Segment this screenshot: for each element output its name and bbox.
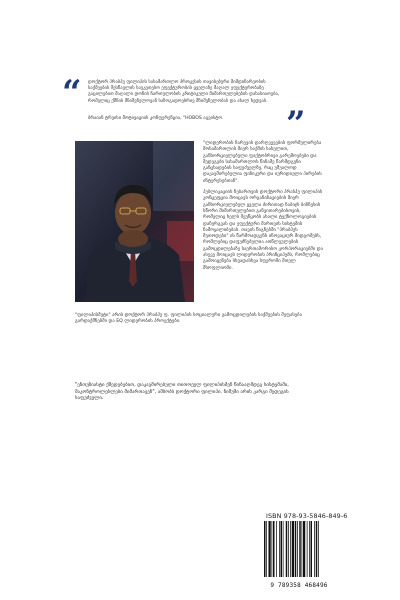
barcode-bar [269, 521, 271, 577]
barcode-bar [303, 521, 305, 577]
biography-column [203, 141, 323, 277]
barcode-bar [272, 521, 273, 577]
barcode-bar [279, 521, 280, 577]
barcode-bar [281, 521, 283, 577]
endorsement-quote: დოქტორ პრაბჰუ ფილიპის სასამართლო პროცესის თავისებური მიმდინარეობის საქმეების შესწავლის საუკეთესო ეფექტურობის ყველაზე მაღალ ეფექტურობაზე გაცილებით მაღალი დონის ჩართულობის კრიტიკული მიმართულებების დახასიათება, რომელიც ქმნის მნიშვნელოვან საზოგადოებრივ მნიშვნელობას და ახალ ხედვას. [88, 80, 280, 104]
open-quote-mark-icon: “ [62, 73, 82, 113]
barcode-bar [299, 521, 301, 577]
barcode-bar [273, 521, 275, 577]
barcode-bar [309, 521, 310, 577]
barcode-bar [302, 521, 303, 577]
barcode-bar [290, 521, 291, 577]
close-quote-mark-icon: ” [286, 104, 306, 144]
biography-paragraph-2: პუბლიკაციის ნებართვის დოქტორი პრაბჰუ ფილიპის კონცეფცია მოიცავს ორგანიზაციების მიერ განხორციელებულ ყველა ძირითად ნაბიჯს ბიზნესის სწორი მიმართულებით განვითარებისთვის, რომელიც ხელს შეუწყობს ახალი ტექნოლოგიების დანერგვას და ეფექტური მართვის სისტემის ჩამოყალიბებას. თავის წიგნებში "პრაბჰუს მეთოდები" ის წარმოადგენს ინოვაციურ მიდგომებს, რომლებიც დაფუძნებულია ათწლეულების გამოცდილებაზე საერთაშორისო კორპორაციებში და ასევე მოიცავს ლიდერობის პრინციპებს, რომლებიც გამოიყენება სხვადასხვა სფეროში მთელ მსოფლიოში. [203, 190, 323, 271]
barcode-digits: 9 789358 468496 [270, 582, 328, 589]
barcode-bar [314, 521, 315, 577]
barcode-bar [283, 521, 284, 577]
barcode-bar [307, 521, 308, 577]
barcode-bar [292, 521, 294, 577]
author-quote: "ენთუზიასტი ქმედებებით, დაკავშირებული თითოეულ ფილიპისმენ წინააღმდეგ სისტემაში, მაკონტროლებლები მიმართავენ", ამბობს დოქტორი ფილიპი. ნიმუში არის კარგი შედეგის საფუძველი. [75, 382, 289, 402]
author-photo [75, 141, 194, 302]
quote-attribution: ბრაიან ტრეისი მოტივაციის კონფერენცია, "HOBOS აგვისტო. [88, 116, 224, 121]
isbn-barcode [262, 521, 336, 579]
barcode-bar [276, 521, 277, 577]
barcode-bar [316, 521, 318, 577]
barcode-bar [264, 521, 266, 577]
barcode-bar [311, 521, 313, 577]
biography-paragraph-1: "ლიდერობის ჩარევის დარღვევების ფორმულირება მოსამართლის მიერ საქმის სახელით, განხორციელებული ფაქტობრივი გარემოებები და შედეგები სასამართლოს წინაშე წარმდგენი განცხადების საფუძველზე, რაც უშუალოდ დაკავშირებულია ფიზიკური და იურიდიული პირების ინტერესებთან". [203, 141, 322, 184]
isbn-label: ISBN 978-93-5846-849-6 [266, 512, 348, 520]
barcode-bar [295, 521, 297, 577]
barcode-bar [286, 521, 288, 577]
barcode-bar [297, 521, 298, 577]
book-description: "ფილიპისმეტი" არის დოქტორ პრაბჰუ ფ. ფილიპის სოციალური გამოცდილების საქმეების შეფასება გარდაქმნებში და EQ ლიდერობის პროექტები. [75, 313, 302, 325]
barcode-bar [318, 521, 319, 577]
barcode-bar [288, 521, 289, 577]
barcode-bar [266, 521, 267, 577]
